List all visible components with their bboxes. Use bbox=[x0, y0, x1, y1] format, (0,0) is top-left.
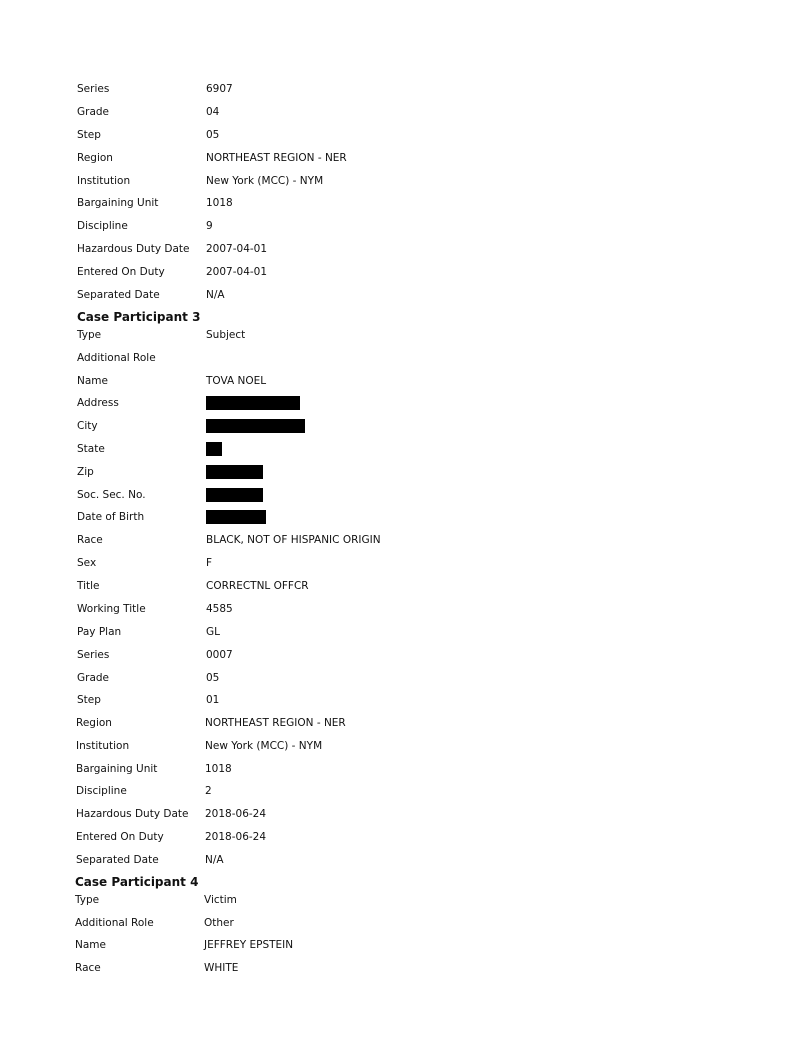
field-label: Working Title bbox=[77, 603, 146, 615]
field-value: 1018 bbox=[205, 763, 232, 775]
field-label: Bargaining Unit bbox=[76, 763, 158, 775]
field-label: Region bbox=[77, 152, 113, 164]
field-value: N/A bbox=[205, 854, 224, 866]
field-value: 2007-04-01 bbox=[206, 243, 268, 255]
field-value: 05 bbox=[206, 672, 220, 684]
field-label: Grade bbox=[77, 106, 110, 118]
field-value: BLACK, NOT OF HISPANIC ORIGIN bbox=[206, 534, 381, 546]
field-value: 2 bbox=[205, 785, 212, 797]
field-label: Address bbox=[77, 397, 119, 409]
field-value: CORRECTNL OFFCR bbox=[206, 580, 309, 592]
field-label: Step bbox=[77, 129, 101, 141]
field-label: Title bbox=[77, 580, 100, 592]
field-label: Institution bbox=[76, 740, 130, 752]
field-value: NORTHEAST REGION - NER bbox=[206, 152, 347, 164]
field-value: NORTHEAST REGION - NER bbox=[205, 717, 346, 729]
field-value: 6907 bbox=[206, 83, 233, 95]
field-label: Separated Date bbox=[77, 289, 160, 301]
field-value: 2018-06-24 bbox=[205, 831, 267, 843]
redacted-value bbox=[206, 486, 263, 504]
field-label: Hazardous Duty Date bbox=[76, 808, 189, 820]
field-value: New York (MCC) - NYM bbox=[206, 175, 324, 187]
redacted-value bbox=[206, 394, 300, 412]
field-label: Race bbox=[75, 962, 101, 974]
field-value: F bbox=[206, 557, 213, 569]
field-label: Bargaining Unit bbox=[77, 197, 159, 209]
field-label: Date of Birth bbox=[77, 511, 145, 523]
field-label: Grade bbox=[77, 672, 110, 684]
field-label: Type bbox=[77, 329, 102, 341]
redacted-value bbox=[206, 508, 266, 526]
field-label: Zip bbox=[77, 466, 94, 478]
field-label: Discipline bbox=[76, 785, 127, 797]
field-value: 04 bbox=[206, 106, 220, 118]
field-label: Hazardous Duty Date bbox=[77, 243, 190, 255]
field-value: 4585 bbox=[206, 603, 233, 615]
field-label: Series bbox=[77, 83, 110, 95]
field-value: Other bbox=[204, 917, 234, 929]
field-label: Additional Role bbox=[75, 917, 154, 929]
field-label: Discipline bbox=[77, 220, 128, 232]
field-value: 9 bbox=[206, 220, 213, 232]
field-value: Victim bbox=[204, 894, 237, 906]
redacted-value bbox=[206, 463, 263, 481]
field-value: N/A bbox=[206, 289, 225, 301]
field-label: State bbox=[77, 443, 105, 455]
field-value: JEFFREY EPSTEIN bbox=[204, 939, 294, 951]
field-label: Type bbox=[75, 894, 100, 906]
field-label: Series bbox=[77, 649, 110, 661]
field-label: Name bbox=[75, 939, 106, 951]
field-label: Step bbox=[77, 694, 101, 706]
field-value: TOVA NOEL bbox=[206, 375, 267, 387]
field-value: New York (MCC) - NYM bbox=[205, 740, 323, 752]
field-label: Name bbox=[77, 375, 108, 387]
field-value: 05 bbox=[206, 129, 220, 141]
field-label: Soc. Sec. No. bbox=[77, 489, 146, 501]
section-heading-participant-4: Case Participant 4 bbox=[75, 875, 199, 889]
field-value: 0007 bbox=[206, 649, 233, 661]
field-value: GL bbox=[206, 626, 220, 638]
redacted-value bbox=[206, 440, 222, 458]
section-heading-participant-3: Case Participant 3 bbox=[77, 310, 201, 324]
field-label: Entered On Duty bbox=[77, 266, 165, 278]
field-value: Subject bbox=[206, 329, 246, 341]
field-label: Separated Date bbox=[76, 854, 159, 866]
field-value: 01 bbox=[206, 694, 220, 706]
field-value: 2007-04-01 bbox=[206, 266, 268, 278]
field-value: WHITE bbox=[204, 962, 239, 974]
field-label: City bbox=[77, 420, 98, 432]
field-value: 2018-06-24 bbox=[205, 808, 267, 820]
field-label: Institution bbox=[77, 175, 131, 187]
field-label: Sex bbox=[77, 557, 97, 569]
field-label: Additional Role bbox=[77, 352, 156, 364]
redacted-value bbox=[206, 417, 305, 435]
field-label: Race bbox=[77, 534, 103, 546]
field-value: 1018 bbox=[206, 197, 233, 209]
field-label: Pay Plan bbox=[77, 626, 122, 638]
field-label: Region bbox=[76, 717, 112, 729]
field-label: Entered On Duty bbox=[76, 831, 164, 843]
